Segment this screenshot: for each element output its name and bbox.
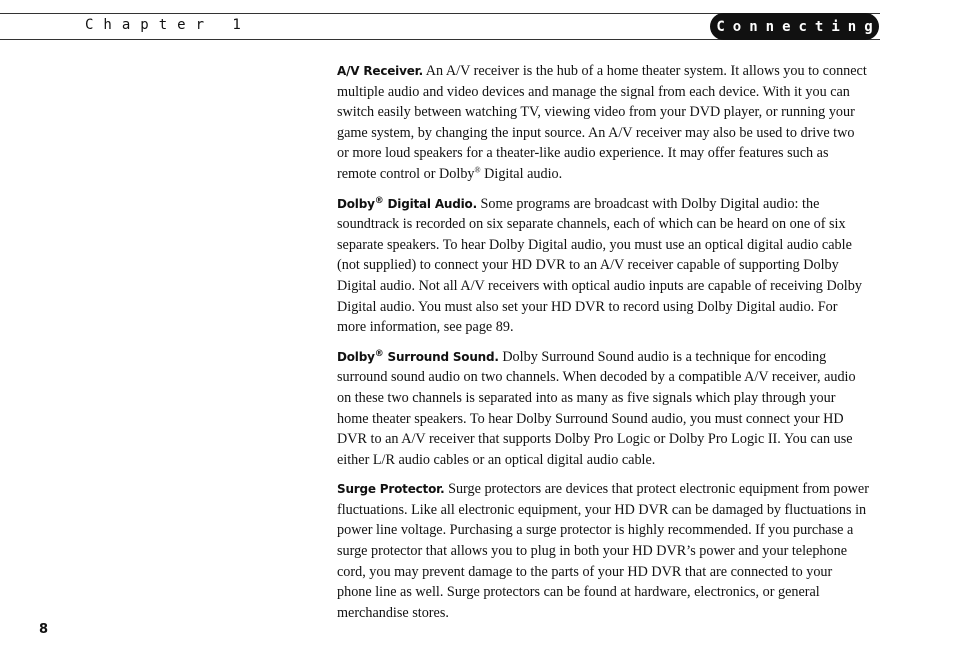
entry-term: A/V Receiver. bbox=[337, 64, 424, 78]
entry-text-end: Digital audio. bbox=[480, 165, 563, 182]
page-number: 8 bbox=[39, 622, 49, 637]
entry-dolby-digital bbox=[337, 194, 869, 338]
entry-surge-protector bbox=[337, 479, 869, 623]
entry-term bbox=[337, 197, 477, 211]
entry-text: An A/V receiver is the hub of a home theater system. It allows you to connect multiple audio and video devices and manage the signal from each device. With it you can switch easily between watching TV, viewing video from your DVD player, or running your game system, by changing the input source. An A/V receiver may also be used to drive two or more loud speakers for a theater-like audio experience. It may offer features such as remote control or Dolby bbox=[337, 63, 867, 182]
entry-term: Surge Protector. bbox=[337, 482, 445, 497]
entry-dolby-surround bbox=[337, 347, 869, 471]
chapter-label: Chapter 1 bbox=[85, 17, 251, 33]
body-content bbox=[337, 61, 869, 632]
term-suffix: Surround Sound. bbox=[383, 349, 499, 364]
term-prefix: Dolby bbox=[337, 349, 375, 364]
entry-term bbox=[337, 350, 499, 364]
term-suffix: Digital Audio. bbox=[383, 196, 477, 211]
entry-text: Dolby Surround Sound audio is a technique for encoding surround sound audio on two channels. When decoded by a compatible A/V receiver, audio on these two channels is separated into as many as five signals which play through your home theater speakers. To hear Dolby Surround Sound audio, you must connect your HD DVR to an A/V receiver that supports Dolby Pro Logic or Dolby Pro Logic II. You can use either L/R audio cables or an optical digital audio cable. bbox=[337, 348, 856, 468]
registered-mark: ® bbox=[374, 348, 384, 359]
registered-mark: ® bbox=[474, 165, 481, 175]
term-prefix: Dolby bbox=[337, 196, 375, 211]
section-label: Connecting bbox=[716, 18, 881, 35]
entry-text: Some programs are broadcast with Dolby Digital audio: the soundtrack is recorded on six separate channels, each of which can be heard on one of six separate speakers. To hear Dolby Digital audio, you must use an optical digital audio cable (not supplied) to connect your HD DVR to an A/V receiver capable of supporting Dolby Digital audio. Not all A/V receivers with optical audio inputs are capable of receiving Dolby Digital audio. You must also set your HD DVR to record using Dolby Digital audio. For more information, see page 89. bbox=[337, 195, 862, 336]
entry-av-receiver bbox=[337, 61, 869, 185]
section-tab bbox=[710, 13, 879, 40]
registered-mark: ® bbox=[374, 195, 384, 206]
entry-text: Surge protectors are devices that protect electronic equipment from power fluctuations. Like all electronic equipment, your HD DVR can be damaged by fluctuations in power line voltage. Purchasing a surge protector is highly recommended. If you purchase a surge protector that allows you to plug in both your HD DVR’s power and your telephone cord, you may prevent damage to the parts of your HD DVR that are connected to your phone line as well. Surge protectors can be found at hardware, electronics, or general merchandise stores. bbox=[337, 481, 869, 621]
